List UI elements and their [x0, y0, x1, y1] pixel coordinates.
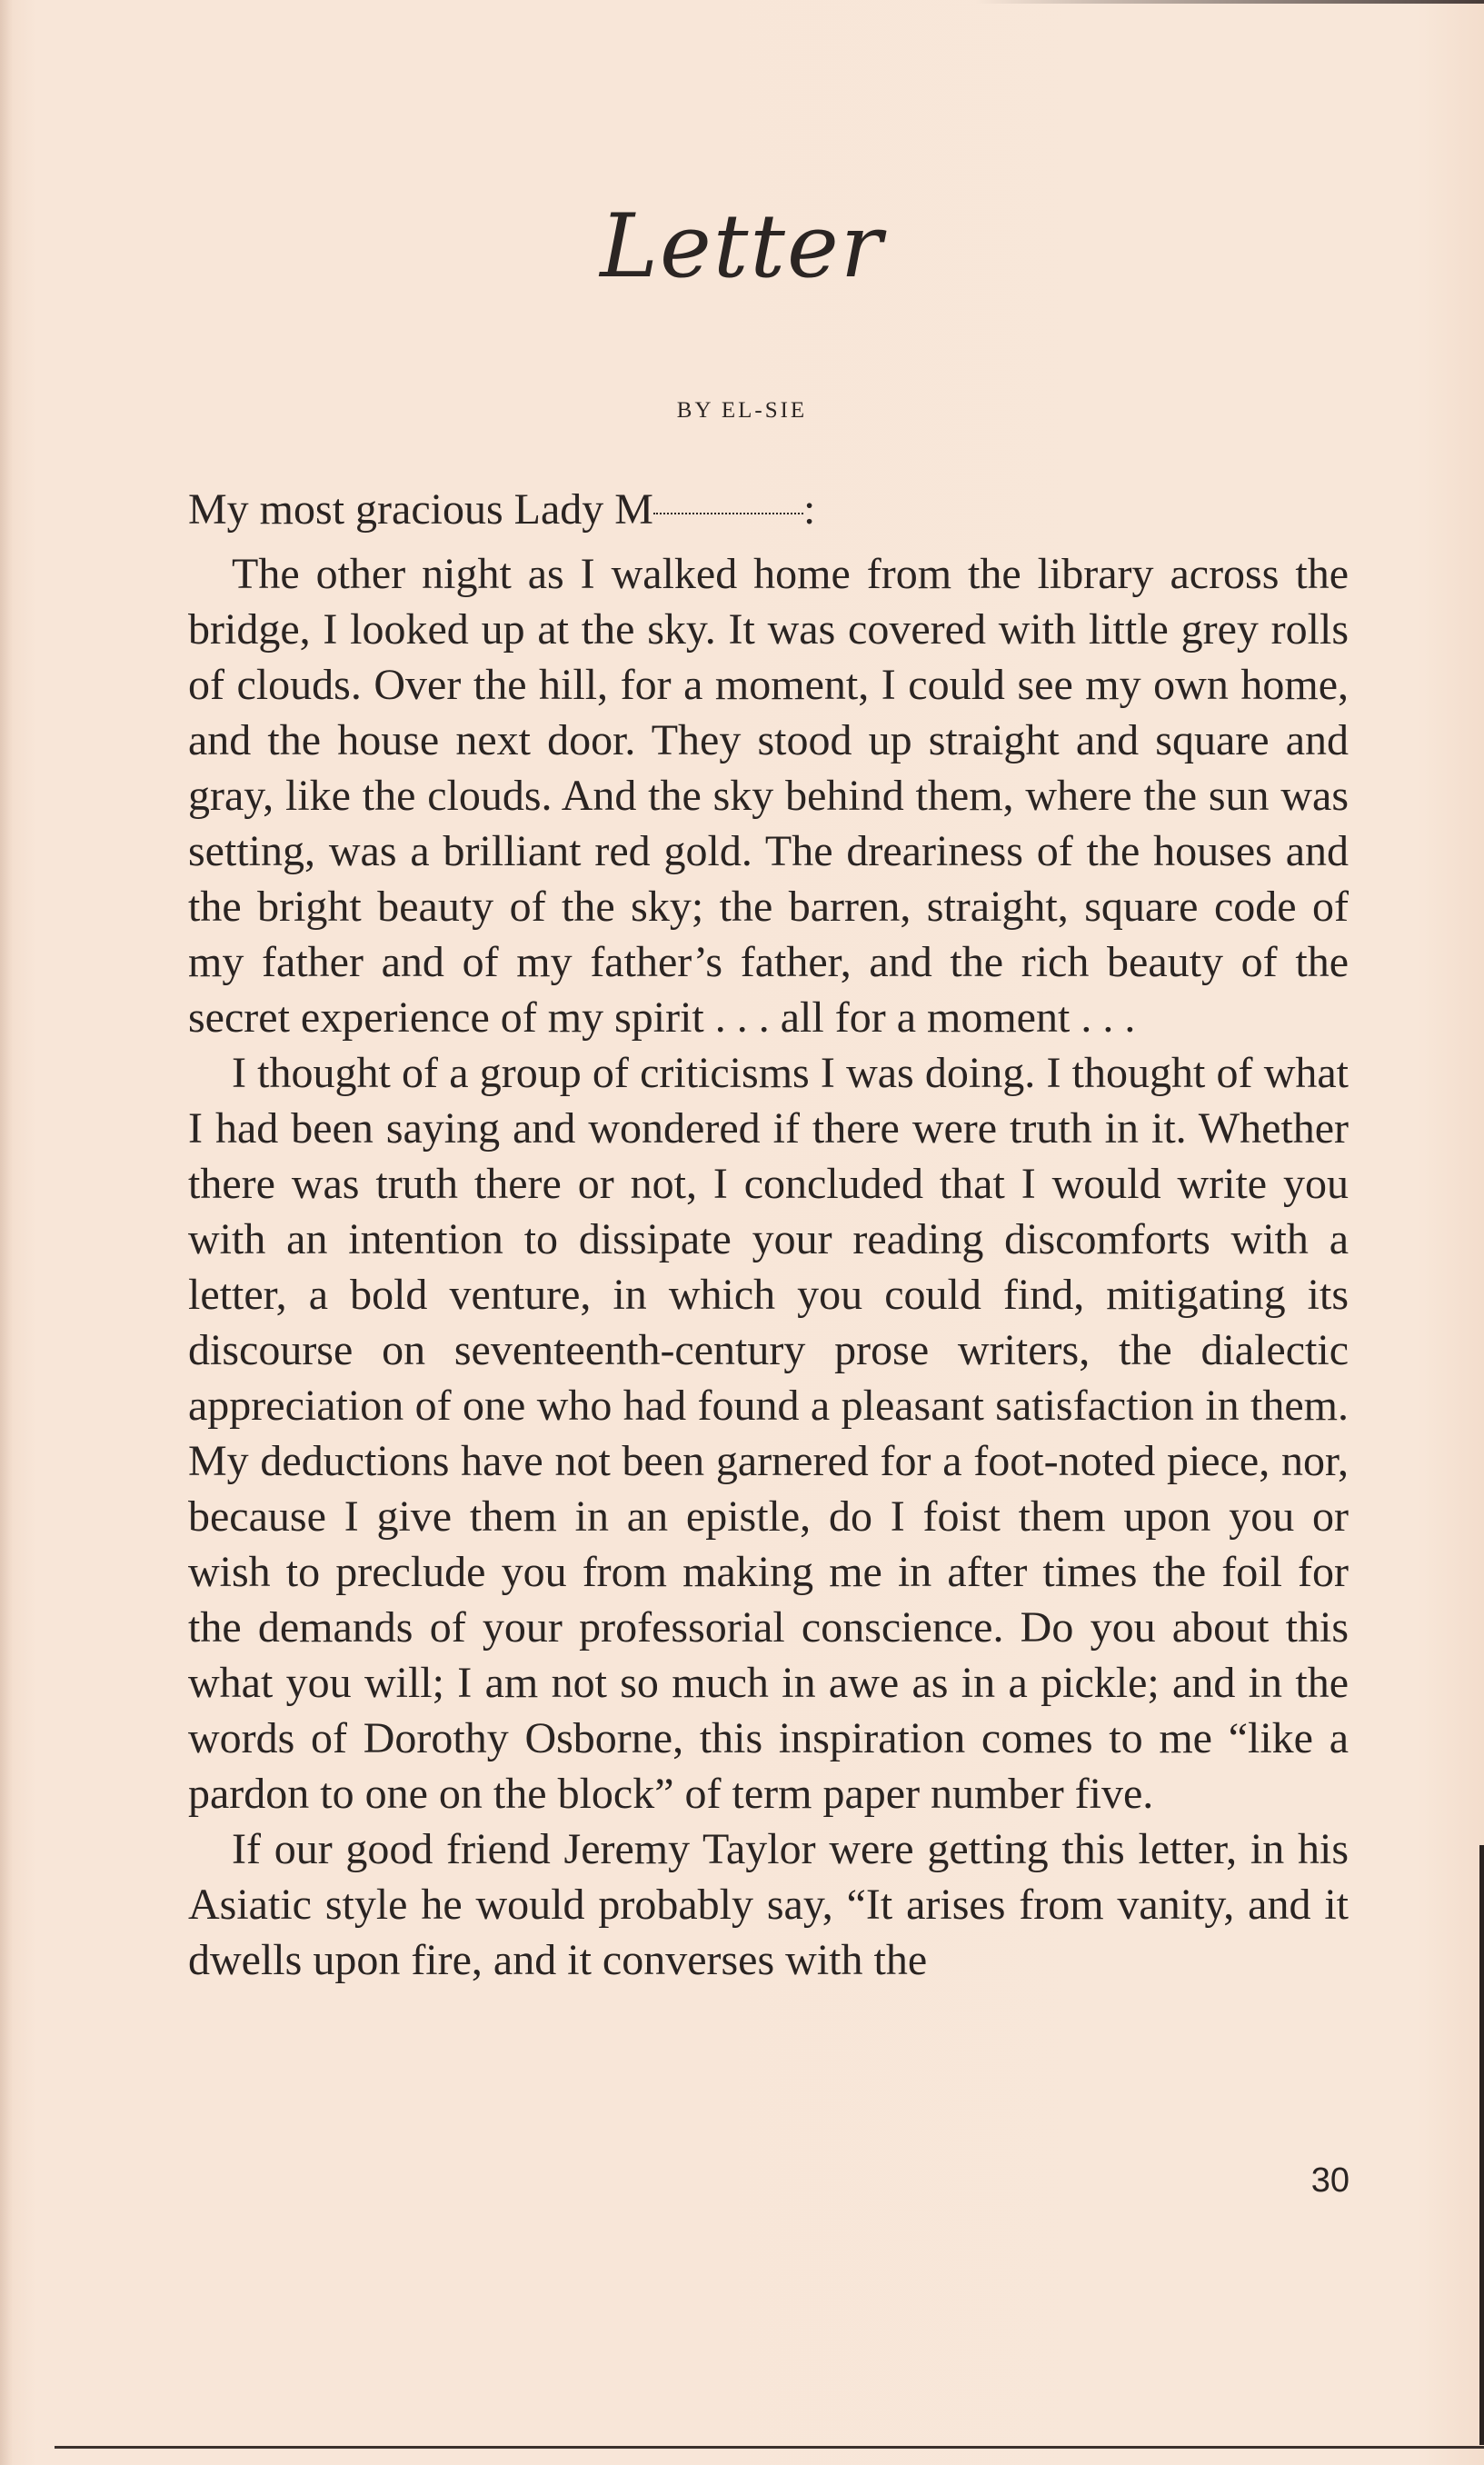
- page-number: 30: [1310, 2161, 1350, 2200]
- paragraph-1: The other night as I walked home from the library across the bridge, I looked up at the sky. It was covered with little grey rolls of clouds. Over the hill, for a moment, I could see my own home, and the house next door. They stood up straight and square and gray, like the clouds. And the sky behind them, where the sun was setting, was a brilliant red gold. The dreariness of the houses and the bright beauty of the sky; the barren, straight, square code of my father and of my father’s father, and the rich beauty of the secret experience of my spirit . . . all for a moment . . .: [188, 550, 1349, 1042]
- letter-body: [188, 482, 1349, 1988]
- paragraph-2: I thought of a group of criticisms I was doing. I thought of what I had been saying and wondered if there were truth in it. Whether there was truth there or not, I concluded that I would write you with an intention to dissipate your reading discomforts with a letter, a bold venture, in which you could find, mitigating its discourse on seventeenth-century prose writers, the dialectic appreciation of one who had found a pleasant satisfaction in them. My deductions have not been garnered for a foot-noted piece, nor, because I give them in an epistle, do I foist them upon you or wish to preclude you from making me in after times the foil for the demands of your professorial conscience. Do you about this what you will; I am not so much in awe as in a pickle; and in the words of Dorothy Osborne, this inspiration comes to me “like a pardon to one on the block” of term paper number five.: [188, 1049, 1349, 1818]
- byline: BY EL-SIE: [676, 398, 808, 423]
- salutation-suffix: :: [802, 485, 816, 534]
- right-edge-line: [1479, 1845, 1484, 2445]
- salutation-prefix: My most gracious Lady M: [188, 485, 653, 534]
- top-edge-line: [975, 0, 1484, 4]
- bottom-edge-line: [55, 2446, 1484, 2449]
- salutation-blank: [653, 513, 803, 514]
- page-title: Letter: [600, 195, 884, 297]
- salutation: [188, 482, 1349, 537]
- paragraph-3: If our good friend Jeremy Taylor were getting this letter, in his Asiatic style he would probably say, “It arises from vanity, and it dwells upon fire, and it converses with the: [188, 1825, 1349, 1984]
- page-binding-shadow: [0, 0, 13, 2465]
